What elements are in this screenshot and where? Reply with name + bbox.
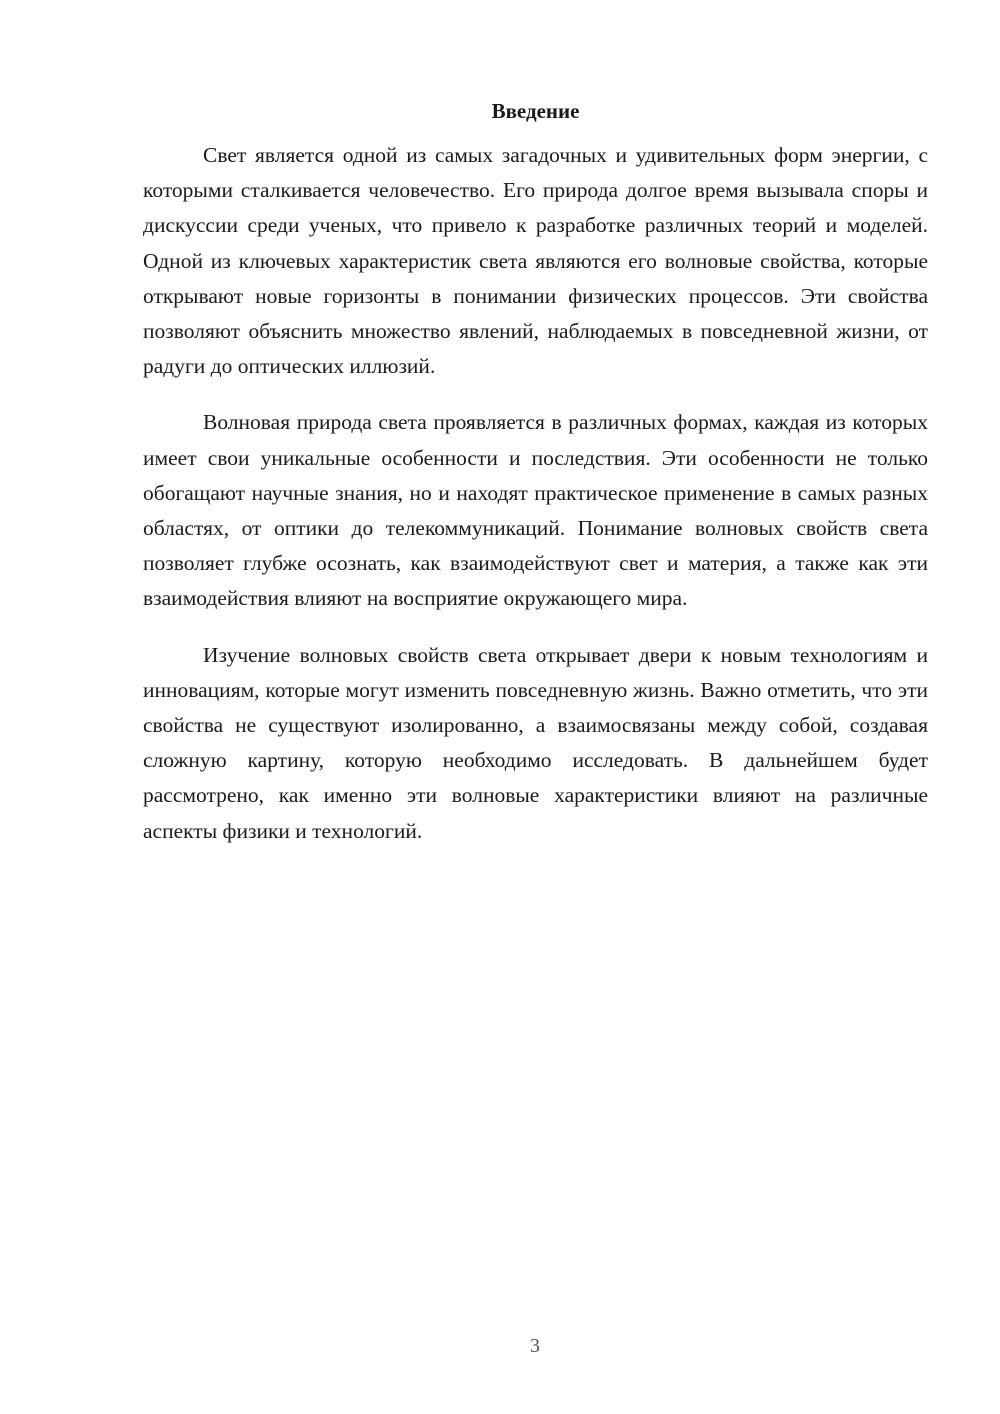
- section-heading: Введение: [491, 99, 580, 123]
- paragraph-2: Волновая природа света проявляется в различных формах, каждая из которых имеет свои уникальные особенности и последствия. Эти особенности не только обогащают научные знания, но и находят практическое применение в самых разных областях, от оптики до телекоммуникаций. Понимание волновых свойств света позволяет глубже осознать, как взаимодействуют свет и материя, а также как эти взаимодействия влияют на восприятие окружающего мира.: [143, 410, 928, 611]
- paragraph-1: Свет является одной из самых загадочных и удивительных форм энергии, с которыми сталкивается человечество. Его природа долгое время вызывала споры и дискуссии среди ученых, что привело к разработке различных теорий и моделей. Одной из ключевых характеристик света являются его волновые свойства, которые открывают новые горизонты в понимании физических процессов. Эти свойства позволяют объяснить множество явлений, наблюдаемых в повседневной жизни, от радуги до оптических иллюзий.: [143, 143, 928, 379]
- page-number: 3: [530, 1335, 540, 1357]
- paragraph-3: Изучение волновых свойств света открывает двери к новым технологиям и инновациям, которые могут изменить повседневную жизнь. Важно отметить, что эти свойства не существуют изолированно, а взаимосвязаны между собой, создавая сложную картину, которую необходимо исследовать. В дальнейшем будет рассмотрено, как именно эти волновые характеристики влияют на различные аспекты физики и технологий.: [143, 642, 928, 843]
- page-content: [143, 96, 928, 870]
